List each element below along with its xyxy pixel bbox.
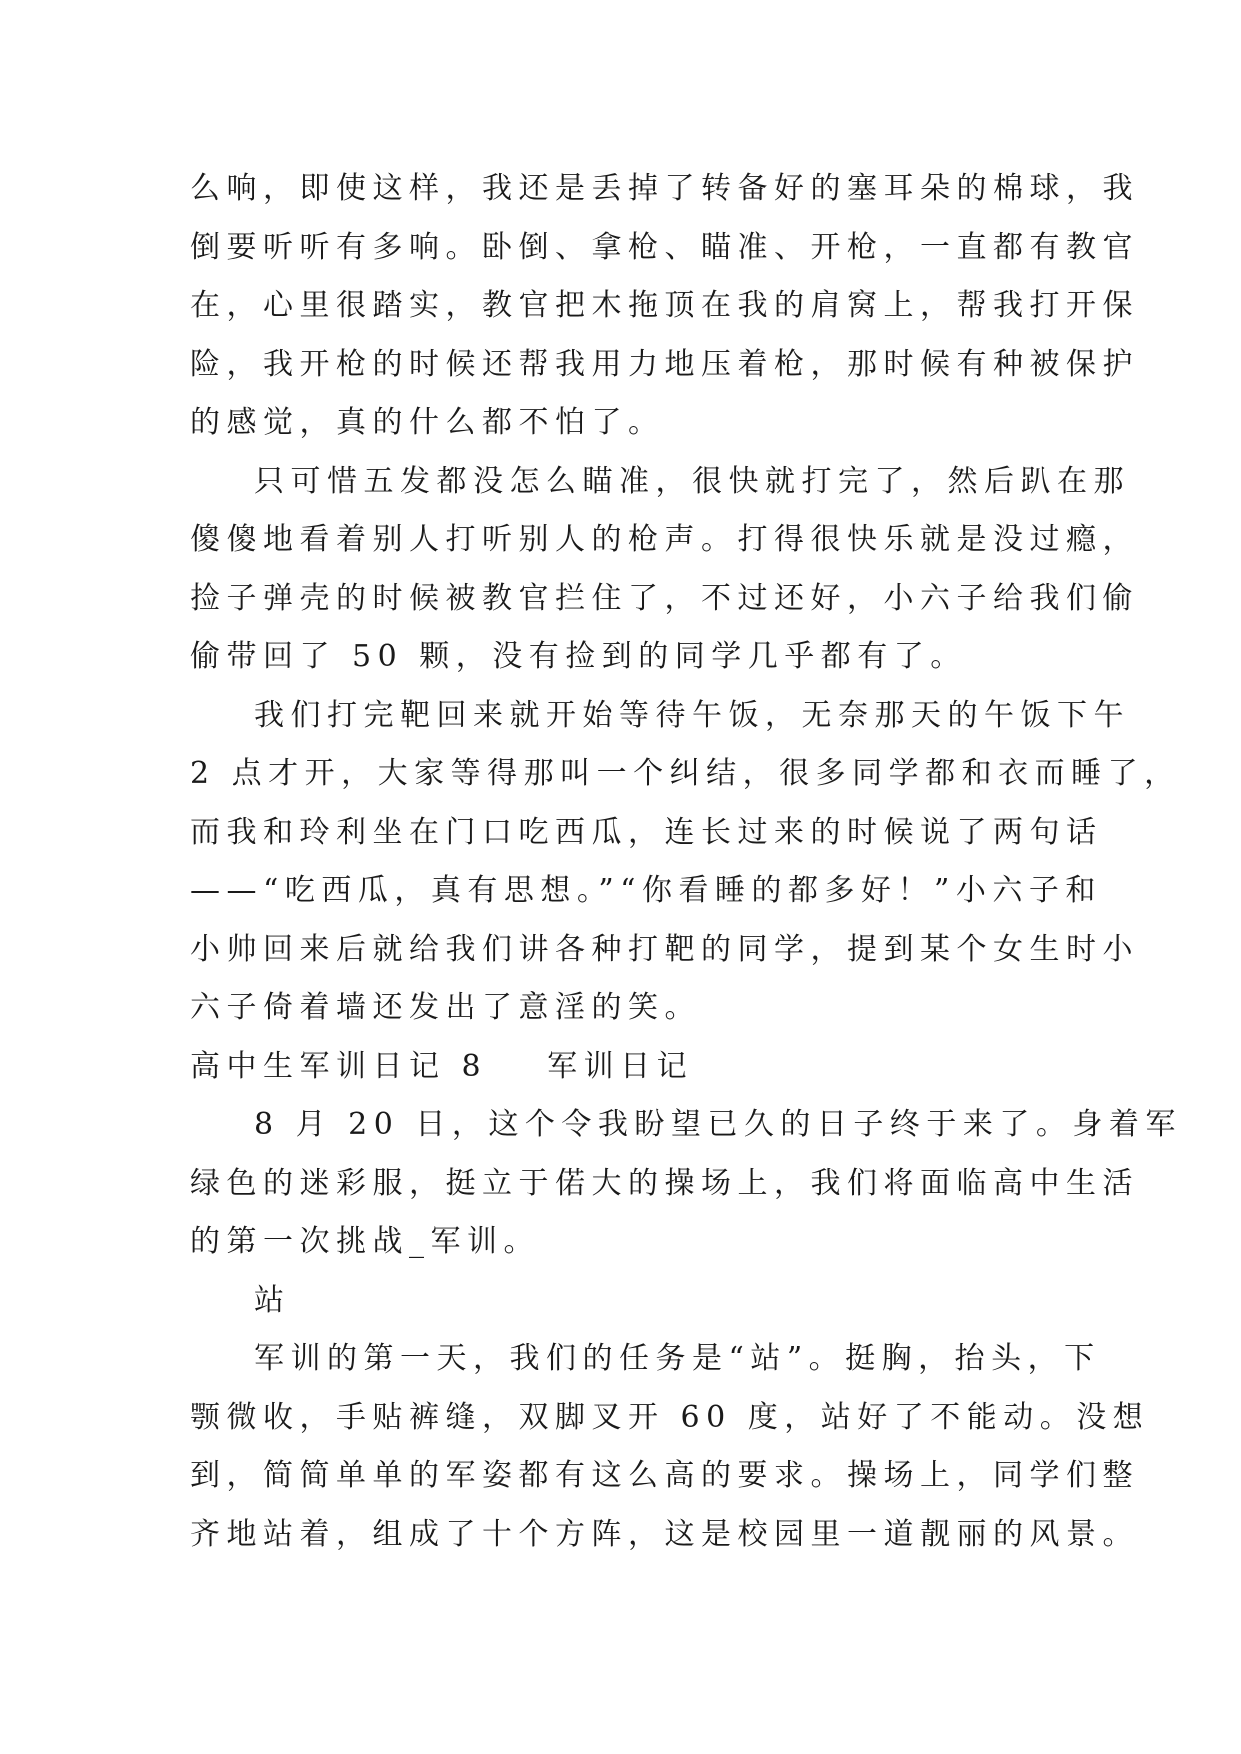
section-heading [190,1038,1090,1097]
paragraph-3 [190,687,1181,1038]
text-line: 只可惜五发都没怎么瞄准，很快就打完了，然后趴在那 [254,463,1130,499]
document-body [190,160,1182,1564]
text-line: 六子倚着墙还发出了意淫的笑。 [190,990,701,1025]
text-line: 颚微收，手贴裤缝，双脚叉开 60 度，站好了不能动。没想 [190,1399,1150,1435]
text-line: 傻傻地看着别人打听别人的枪声。打得很快乐就是没过瘾， [190,522,1139,557]
text-line: 么响，即使这样，我还是丢掉了转备好的塞耳朵的棉球，我 [190,171,1139,206]
text-line: ——“吃西瓜，真有思想。”“你看睡的都多好！”小六子和 [190,873,1102,908]
text-line: 8 月 20 日，这个令我盼望已久的日子终于来了。身着军 [254,1107,1182,1142]
text-line: 2 点才开，大家等得那叫一个纠结，很多同学都和衣而睡了， [190,756,1181,791]
heading-subtitle: 军训日记 [547,1048,694,1084]
text-line: 站 [254,1282,291,1318]
text-line: 齐地站着，组成了十个方阵，这是校园里一道靓丽的风景。 [190,1516,1139,1552]
text-line: 险，我开枪的时候还帮我用力地压着枪，那时候有种被保护 [190,346,1139,382]
text-line: 绿色的迷彩服，挺立于偌大的操场上，我们将面临高中生活 [190,1165,1139,1201]
text-line: 小帅回来后就给我们讲各种打靶的同学，提到某个女生时小 [190,931,1139,967]
paragraph-2 [190,453,1139,687]
text-line: 偷带回了 50 颗，没有捡到的同学几乎都有了。 [190,639,967,674]
text-line: 我们打完靶回来就开始等待午饭，无奈那天的午饭下午 [254,697,1130,733]
text-line: 的感觉，真的什么都不怕了。 [190,405,665,440]
text-line: 军训的第一天，我们的任务是“站”。挺胸，抬头，下 [254,1341,1101,1376]
text-line: 倒要听听有多响。卧倒、拿枪、瞄准、开枪，一直都有教官 [190,229,1139,265]
text-line: 在，心里很踏实，教官把木拖顶在我的肩窝上，帮我打开保 [190,288,1139,323]
heading-title: 高中生军训日记 8 [190,1048,488,1084]
paragraph-4 [190,1096,1182,1272]
paragraph-5 [190,1272,1090,1331]
paragraph-6 [190,1330,1150,1564]
text-line: 的第一次挑战_军训。 [190,1224,540,1259]
text-line: 而我和玲利坐在门口吃西瓜，连长过来的时候说了两句话 [190,814,1103,850]
paragraph-1 [190,160,1139,453]
text-line: 到，简简单单的军姿都有这么高的要求。操场上，同学们整 [190,1458,1139,1493]
text-line: 捡子弹壳的时候被教官拦住了，不过还好，小六子给我们偷 [190,580,1139,616]
